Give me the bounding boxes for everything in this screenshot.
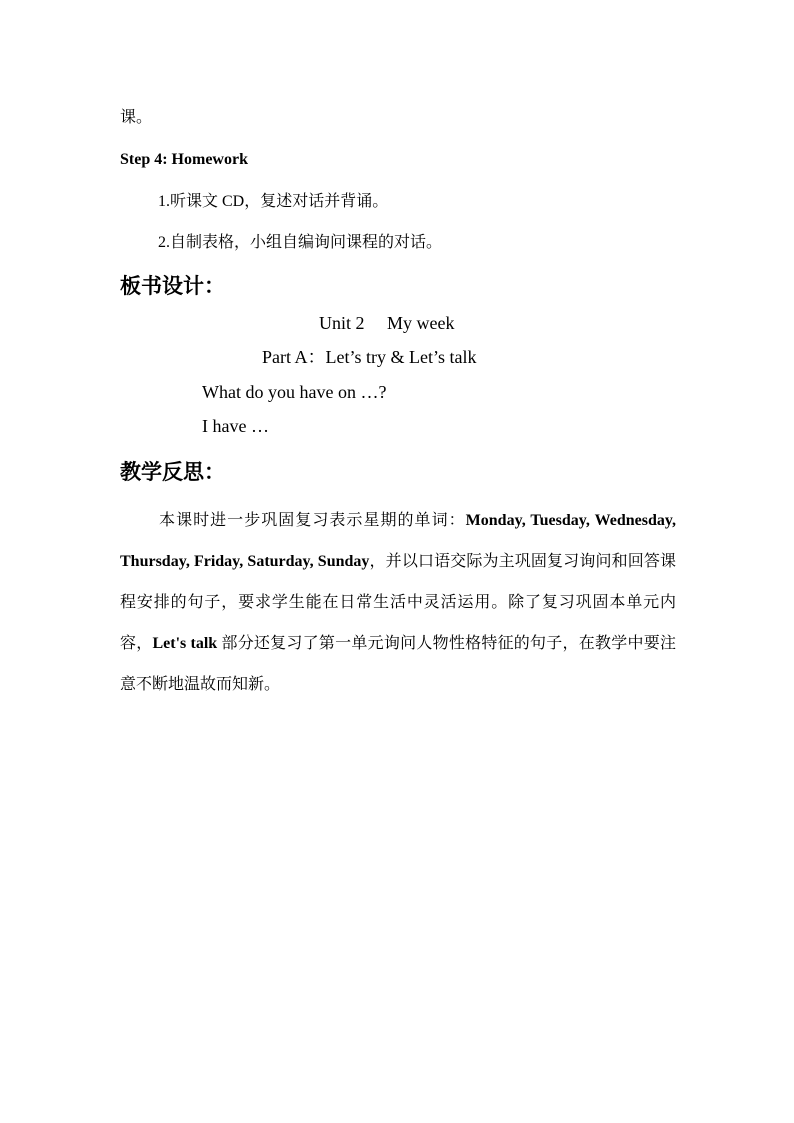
reflection-paragraph	[120, 500, 676, 705]
step4-title: Step 4: Homework	[120, 151, 248, 168]
previous-paragraph-end: 课。	[120, 109, 153, 126]
reflection-text-2: ，并以口语交际为主巩固复习询问和回答课程安排的句子，要求学生能在日常生活中灵活运用。除了复习巩固本单元内容，	[120, 553, 676, 652]
board-design-heading: 板书设计：	[120, 274, 225, 298]
reflection-weekdays: Monday, Tuesday, Wednesday, Thursday, Friday, Saturday, Sunday	[120, 512, 676, 570]
reflection-lets-talk: Let's talk	[152, 635, 218, 652]
reflection-text-3: 部分还复习了第一单元询问人物性格特征的句子，在教学中要注意不断地温故而知新。	[120, 635, 676, 693]
homework-item-1: 1.听课文 CD，复述对话并背诵。	[158, 193, 389, 210]
board-unit-title: Unit 2 My week	[319, 313, 455, 333]
board-question: What do you have on …?	[202, 382, 387, 402]
reflection-text-1: 本课时进一步巩固复习表示星期的单词：	[158, 512, 466, 529]
reflection-heading: 教学反思：	[120, 460, 225, 484]
board-part-title: Part A：Let’s try & Let’s talk	[262, 347, 477, 367]
homework-item-2: 2.自制表格，小组自编询问课程的对话。	[158, 234, 443, 251]
board-answer: I have …	[202, 416, 269, 436]
